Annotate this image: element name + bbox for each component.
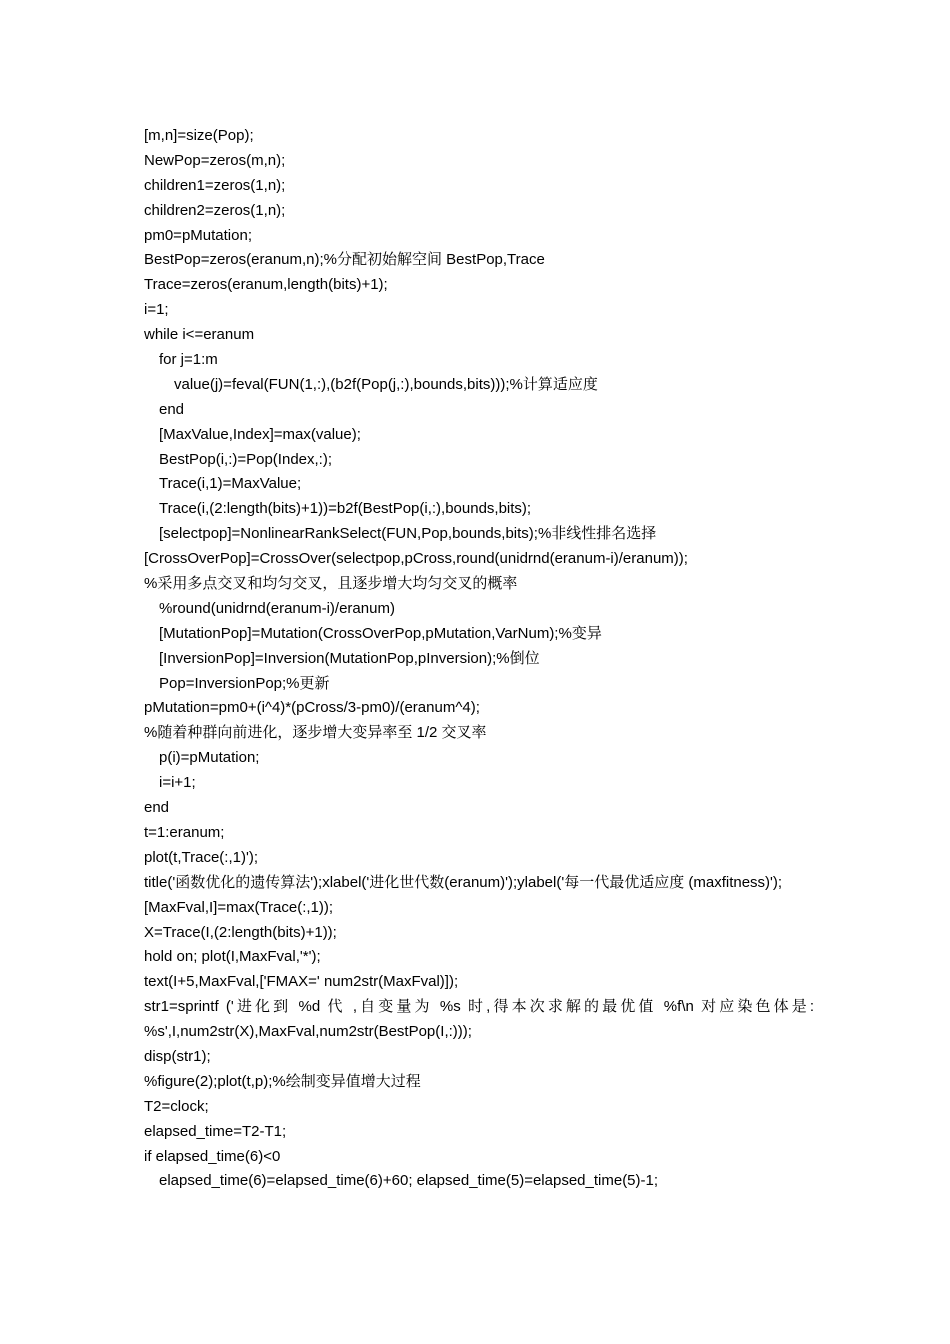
code-line: end xyxy=(144,799,170,817)
code-line: str1=sprintf ('进化到 %d 代 ,自变量为 %s 时,得本次求解的最优值 %f\n 对应染色体是: %s',I,num2str(X),MaxFval,num2str(BestPop(I,:))); xyxy=(144,998,814,1041)
code-line: elapsed_time=T2-T1; xyxy=(144,1122,287,1140)
code-line: %采用多点交叉和均匀交叉，且逐步增大均匀交叉的概率 xyxy=(144,575,518,593)
code-line: [InversionPop]=Inversion(MutationPop,pInversion);%倒位 xyxy=(159,649,540,667)
code-line: T2=clock; xyxy=(144,1097,209,1115)
code-line: end xyxy=(159,400,185,418)
code-line: children1=zeros(1,n); xyxy=(144,176,286,194)
code-line: disp(str1); xyxy=(144,1048,211,1065)
code-line: [m,n]=size(Pop); xyxy=(144,127,254,144)
code-line: elapsed_time(6)=elapsed_time(6)+60; elapsed_time(5)=elapsed_time(5)-1; xyxy=(159,1172,659,1190)
code-line: [MaxFval,I]=max(Trace(:,1)); xyxy=(144,898,334,916)
code-line: [MaxValue,Index]=max(value); xyxy=(159,425,361,443)
code-line: for j=1:m xyxy=(159,351,218,369)
code-listing xyxy=(144,124,814,1194)
code-line: hold on; plot(I,MaxFval,'*'); xyxy=(144,948,321,966)
code-line: p(i)=pMutation; xyxy=(159,749,260,767)
code-line: X=Trace(I,(2:length(bits)+1)); xyxy=(144,923,337,941)
code-line: value(j)=feval(FUN(1,:),(b2f(Pop(j,:),bounds,bits)));%计算适应度 xyxy=(174,375,598,393)
code-line: text(I+5,MaxFval,['FMAX=' num2str(MaxFval)]); xyxy=(144,973,459,991)
code-line: i=1; xyxy=(144,301,169,319)
code-line: title('函数优化的遗传算法');xlabel('进化世代数(eranum)');ylabel('每一代最优适应度 (maxfitness)'); xyxy=(144,873,783,891)
code-line: while i<=eranum xyxy=(144,326,255,344)
code-line: %round(unidrnd(eranum-i)/eranum) xyxy=(159,599,395,617)
code-line: %随着种群向前进化，逐步增大变异率至 1/2 交叉率 xyxy=(144,724,487,742)
code-line: [selectpop]=NonlinearRankSelect(FUN,Pop,bounds,bits);%非线性排名选择 xyxy=(159,525,657,543)
code-line: pm0=pMutation; xyxy=(144,226,252,244)
code-line: [CrossOverPop]=CrossOver(selectpop,pCross,round(unidrnd(eranum-i)/eranum)); xyxy=(144,550,688,568)
code-line: [MutationPop]=Mutation(CrossOverPop,pMutation,VarNum);%变异 xyxy=(159,624,602,642)
code-line: if elapsed_time(6)<0 xyxy=(144,1147,281,1165)
code-line: %figure(2);plot(t,p);%绘制变异值增大过程 xyxy=(144,1072,421,1090)
code-line: plot(t,Trace(:,1)'); xyxy=(144,848,258,866)
code-line: Trace(i,(2:length(bits)+1))=b2f(BestPop(i,:),bounds,bits); xyxy=(159,500,532,518)
code-line: BestPop=zeros(eranum,n);%分配初始解空间 BestPop,Trace xyxy=(144,251,545,269)
code-line: children2=zeros(1,n); xyxy=(144,201,286,219)
code-line: NewPop=zeros(m,n); xyxy=(144,151,286,169)
code-line: t=1:eranum; xyxy=(144,823,225,841)
code-line: pMutation=pm0+(i^4)*(pCross/3-pm0)/(eranum^4); xyxy=(144,699,480,717)
code-line: i=i+1; xyxy=(159,774,196,792)
code-line: Trace(i,1)=MaxValue; xyxy=(159,475,302,493)
code-line: BestPop(i,:)=Pop(Index,:); xyxy=(159,450,332,468)
code-line: Pop=InversionPop;%更新 xyxy=(159,674,330,692)
code-line: Trace=zeros(eranum,length(bits)+1); xyxy=(144,276,388,294)
